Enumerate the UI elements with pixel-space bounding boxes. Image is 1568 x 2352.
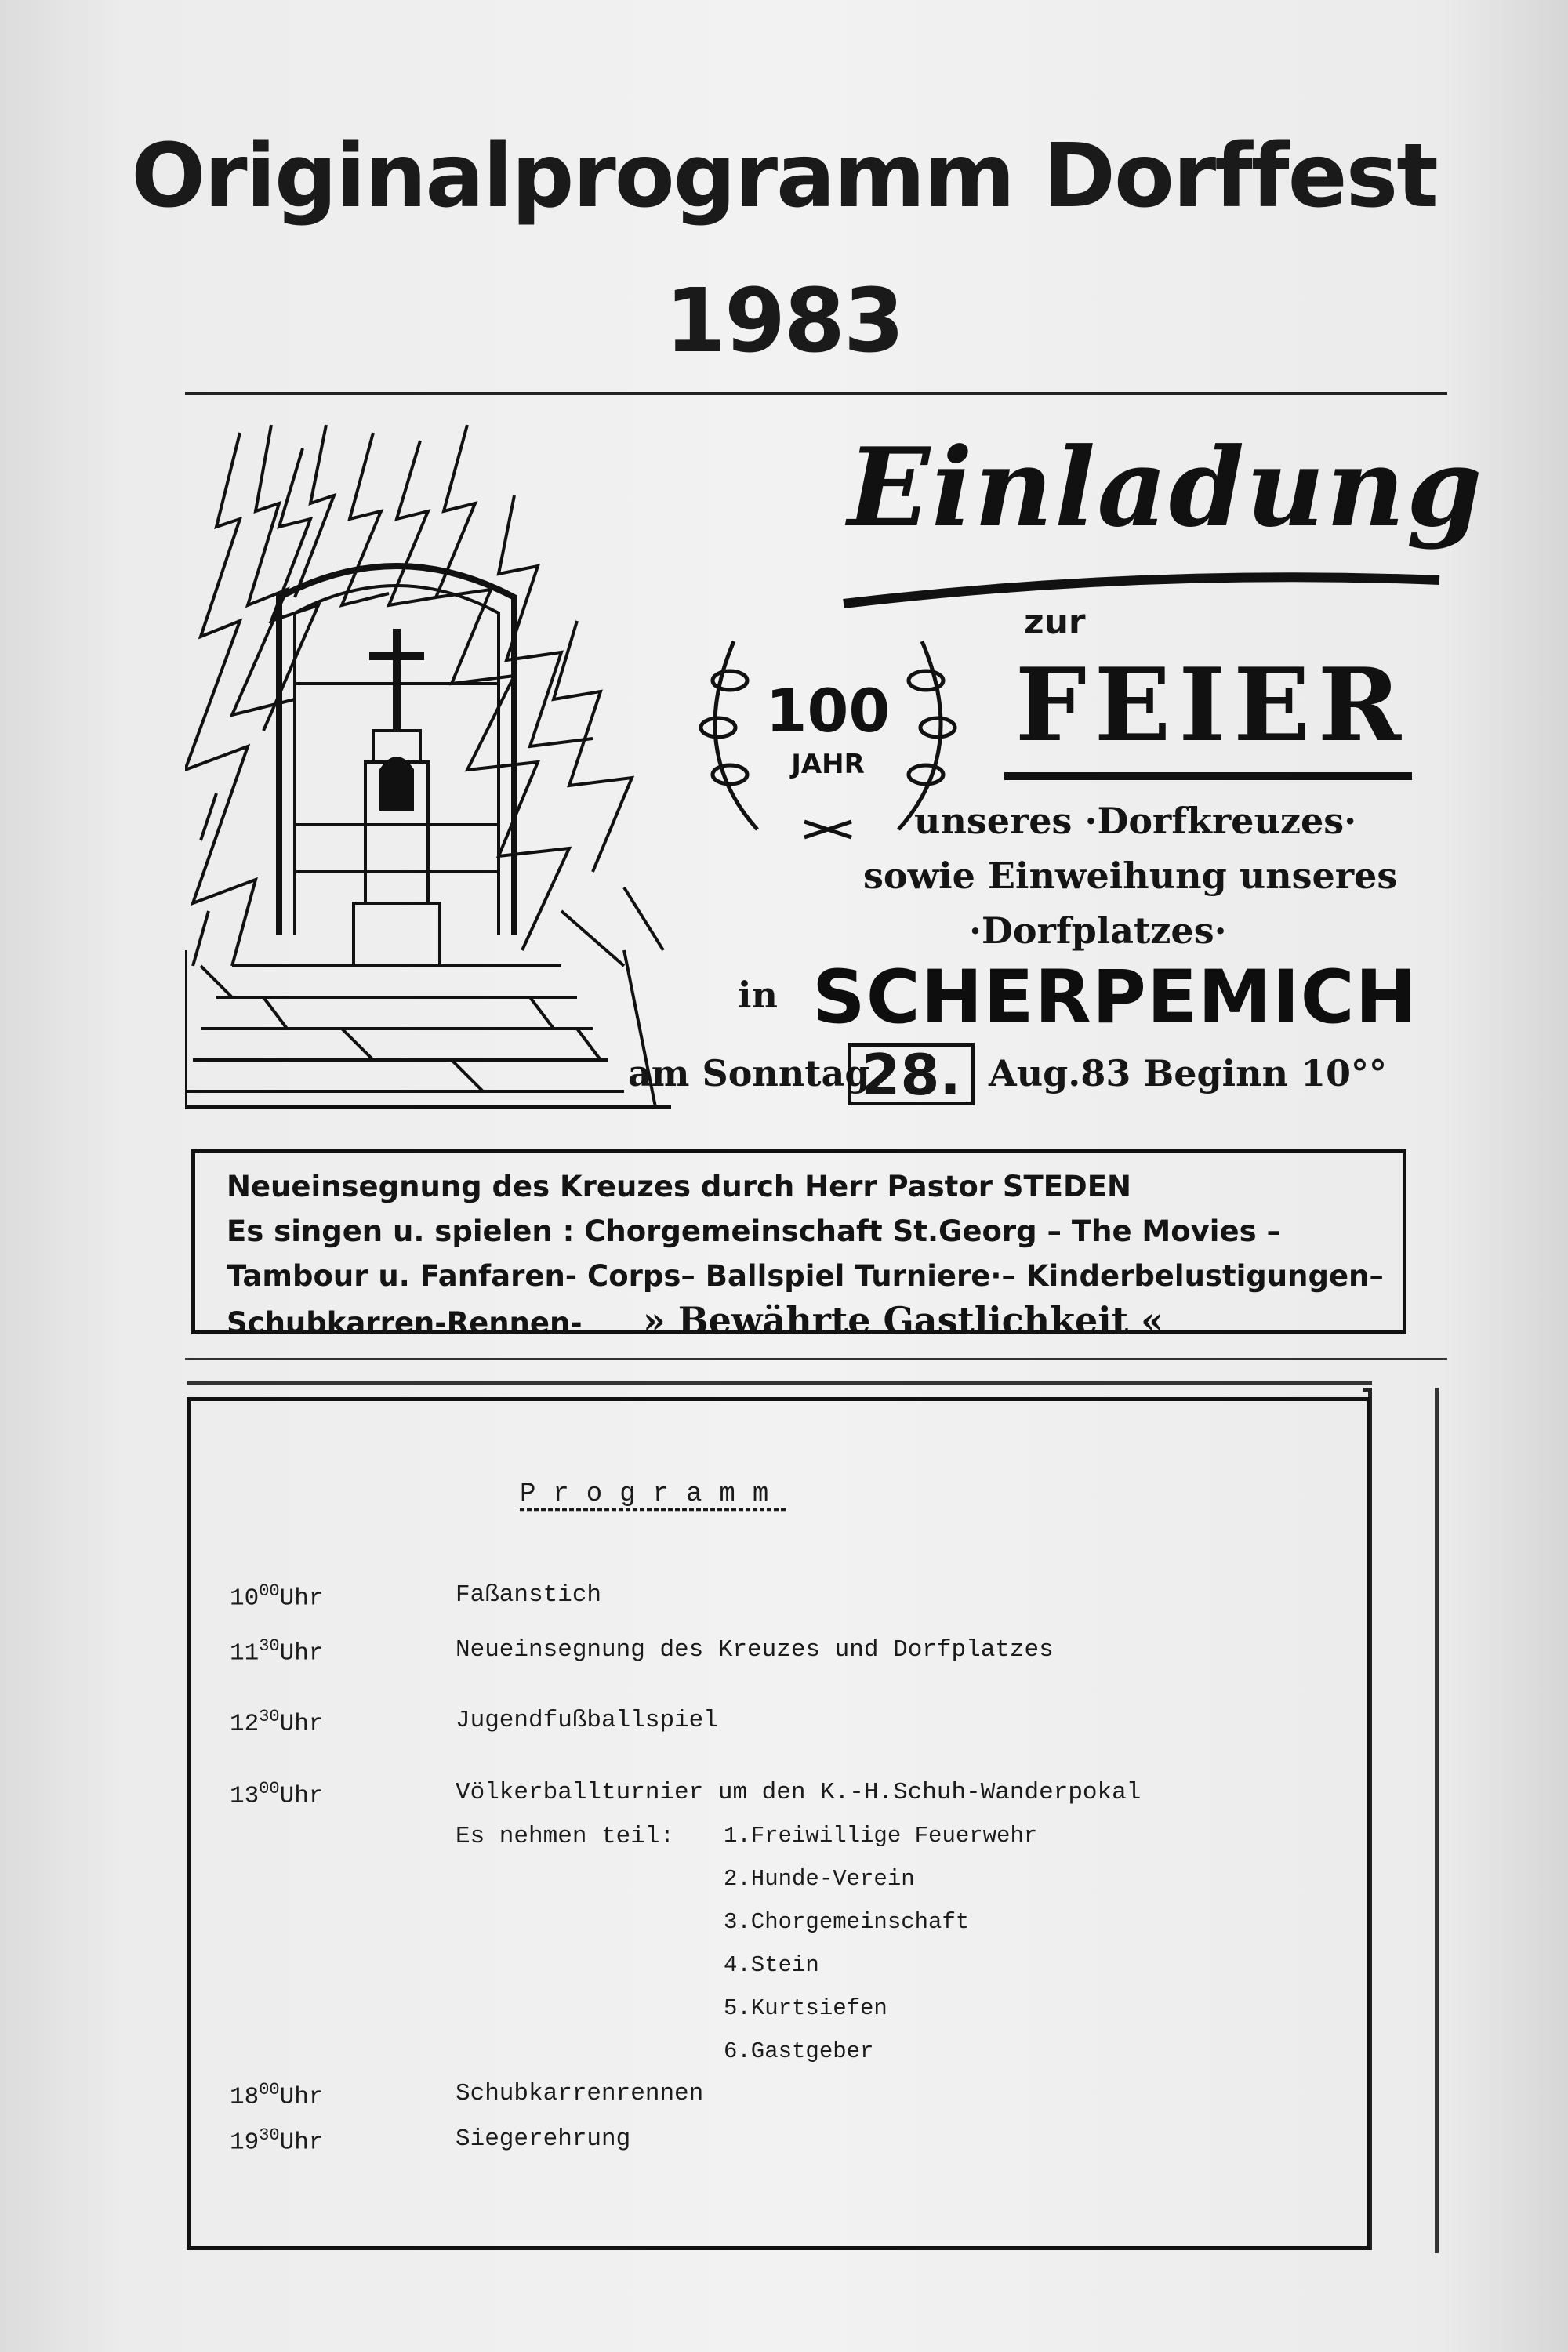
info-line-activities: Tambour u. Fanfaren- Corps– Ballspiel Turniere·– Kinderbelustigungen– — [227, 1259, 1384, 1293]
team-item: 1.Freiwillige Feuerwehr — [724, 1823, 1038, 1849]
page-title: Originalprogramm Dorffest — [131, 125, 1437, 227]
team-item: 2.Hunde-Verein — [724, 1866, 915, 1892]
info-line-performers: Es singen u. spielen : Chorgemeinschaft St.Georg – The Movies – — [227, 1214, 1281, 1248]
team-item: 5.Kurtsiefen — [724, 1995, 887, 2021]
row-activity: Völkerballturnier um den K.-H.Schuh-Wanderpokal — [456, 1779, 1142, 1806]
row-time: $12^{30}Uhr$ — [230, 1707, 324, 1738]
row-time: $13^{00}Uhr$ — [230, 1779, 324, 1810]
jubilee-word: JAHR — [791, 749, 865, 780]
info-line-race — [227, 1298, 1371, 1345]
row-time: $11^{30}Uhr$ — [230, 1636, 324, 1668]
zur-word: zur — [1024, 602, 1086, 642]
hospitality-label: » Bewährte Gastlichkeit « — [642, 1299, 1163, 1341]
event-info-box — [191, 1149, 1406, 1341]
row-time: $10^{00}Uhr$ — [230, 1581, 324, 1613]
info-line-blessing: Neueinsegnung des Kreuzes durch Herr Pastor STEDEN — [227, 1170, 1132, 1203]
row-activity: Siegerehrung — [456, 2125, 631, 2153]
invitation-poster — [185, 392, 1484, 1361]
invitation-heading: Einladung — [848, 423, 1484, 551]
page-title-year: 1983 — [665, 270, 903, 372]
poster-top-rule — [185, 392, 1447, 395]
program-box — [187, 1397, 1370, 2250]
einweihung-line: sowie Einweihung unseres — [863, 855, 1398, 897]
row-time: $18^{00}Uhr$ — [230, 2080, 324, 2111]
village-name: SCHERPEMICH — [812, 955, 1418, 1040]
feier-heading: FEIER — [1014, 647, 1410, 764]
row-activity: Jugendfußballspiel — [456, 1707, 718, 1734]
jubilee-number: 100 — [765, 676, 891, 746]
team-item: 4.Stein — [724, 1952, 819, 1978]
row-time: $19^{30}Uhr$ — [230, 2125, 324, 2157]
program-heading: Programm — [520, 1479, 786, 1509]
row-activity: Neueinsegnung des Kreuzes und Dorfplatzes — [456, 1636, 1054, 1664]
in-word: in — [738, 974, 778, 1016]
team-item: 3.Chorgemeinschaft — [724, 1909, 970, 1935]
day-box: 28. — [848, 1043, 975, 1105]
program-right-rule — [1435, 1388, 1439, 2253]
dorfplatz-line: ·Dorfplatzes· — [969, 909, 1227, 952]
poster-bottom-rule — [185, 1358, 1447, 1360]
info-race-label: Schubkarren-Rennen- — [227, 1306, 583, 1340]
team-item: 6.Gastgeber — [724, 2038, 874, 2064]
participants-label: Es nehmen teil: — [456, 1823, 675, 1850]
month-start-time: Aug.83 Beginn 10°° — [989, 1052, 1388, 1094]
row-activity: Faßanstich — [456, 1581, 602, 1609]
row-activity: Schubkarrenrennen — [456, 2080, 704, 2107]
dorfkreuz-line: unseres ·Dorfkreuzes· — [914, 800, 1357, 842]
weekday-label: am Sonntag. — [628, 1052, 883, 1094]
feier-underline — [1004, 772, 1412, 780]
program-top-rule — [187, 1381, 1372, 1385]
